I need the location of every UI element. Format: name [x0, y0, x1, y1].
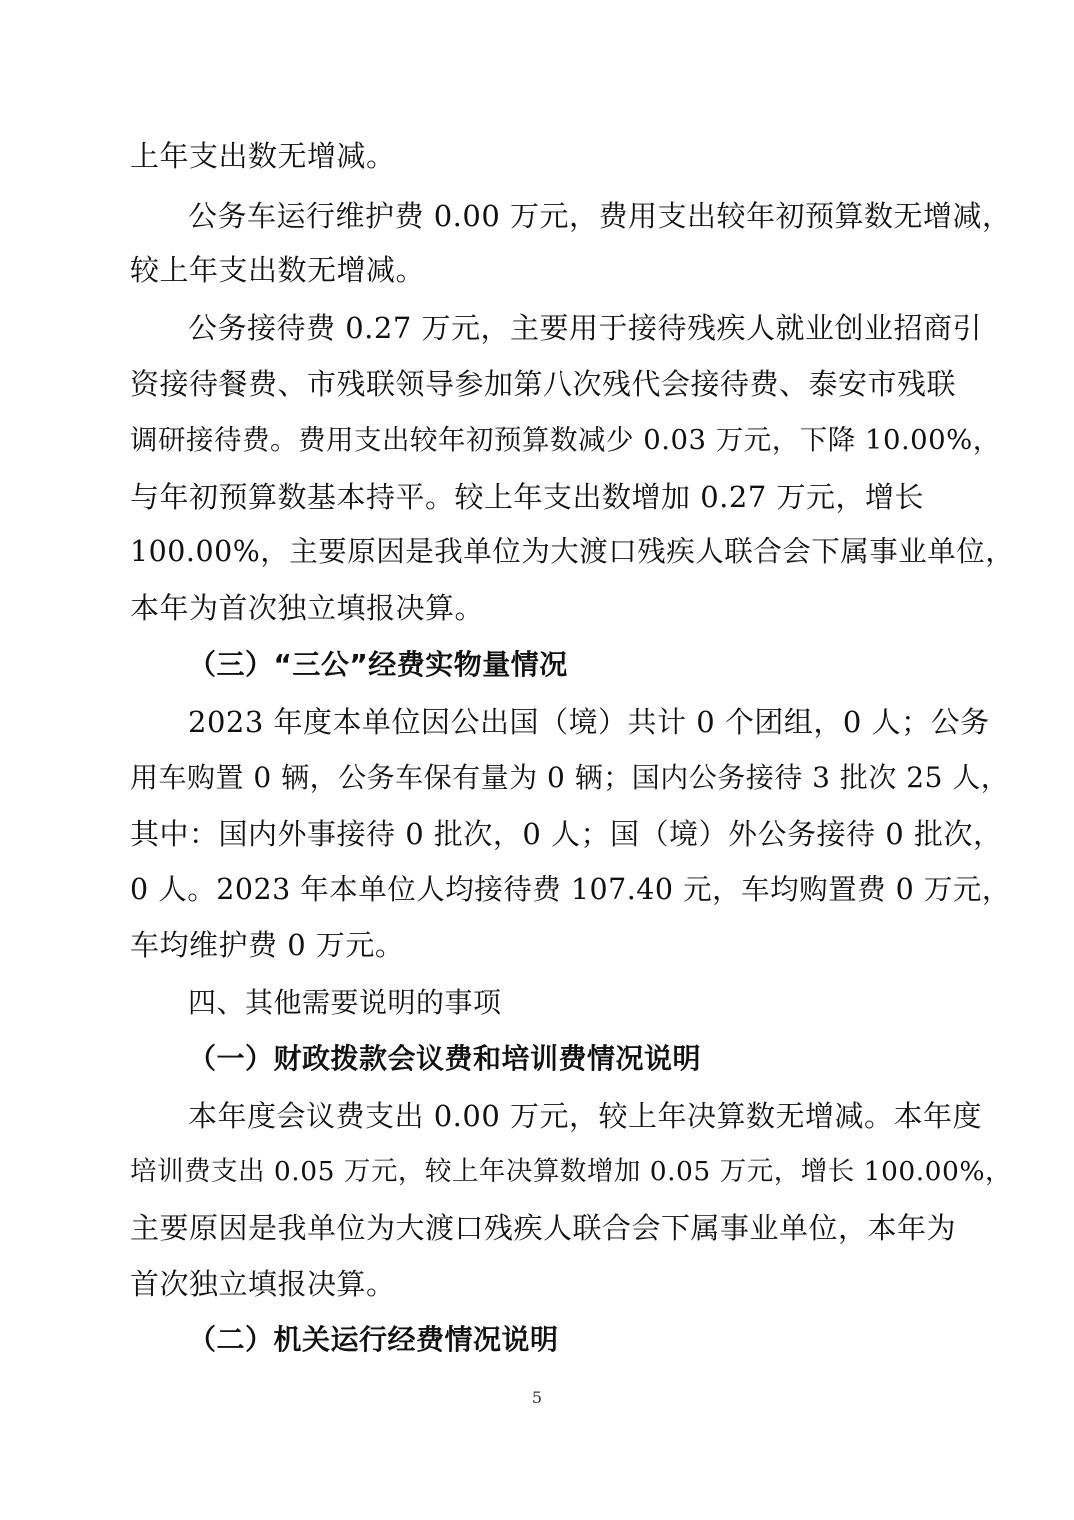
subsection-heading: （三）“三公”经费实物量情况: [188, 648, 568, 681]
subsection-heading: （一）财政拨款会议费和培训费情况说明: [188, 1042, 702, 1075]
paragraph-line: 上年支出数无增减。: [130, 139, 396, 173]
paragraph-line: 公务接待费 0.27 万元，主要用于接待残疾人就业创业招商引: [188, 311, 983, 345]
paragraph-line: 0 人。2023 年本单位人均接待费 107.40 元，车均购置费 0 万元，: [130, 873, 1011, 906]
paragraph-line: 较上年支出数无增减。: [130, 253, 426, 287]
paragraph-line: 公务车运行维护费 0.00 万元，费用支出较年初预算数无增减，: [188, 199, 1012, 233]
paragraph-line: 其中：国内外事接待 0 批次，0 人；国（境）外公务接待 0 批次，: [130, 817, 1003, 851]
paragraph-line: 本年度会议费支出 0.00 万元，较上年决算数无增减。本年度: [188, 1099, 983, 1133]
paragraph-line: 用车购置 0 辆，公务车保有量为 0 辆；国内公务接待 3 批次 25 人，: [130, 761, 1010, 794]
page-number: 5: [531, 1388, 543, 1407]
paragraph-line: 资接待餐费、市残联领导参加第八次残代会接待费、泰安市残联: [130, 367, 957, 401]
paragraph-line: 调研接待费。费用支出较年初预算数减少 0.03 万元，下降 10.00%，: [130, 424, 1001, 456]
paragraph-line: 100.00%，主要原因是我单位为大渡口残疾人联合会下属事业单位，: [130, 535, 1015, 568]
paragraph-line: 培训费支出 0.05 万元，较上年决算数增加 0.05 万元，增长 100.00%，: [130, 1156, 1013, 1187]
section-heading: 四、其他需要说明的事项: [188, 986, 502, 1019]
paragraph-line: 与年初预算数基本持平。较上年支出数增加 0.27 万元，增长: [130, 480, 925, 514]
paragraph-line: 首次独立填报决算。: [130, 1267, 396, 1301]
paragraph-line: 本年为首次独立填报决算。: [130, 591, 485, 625]
subsection-heading: （二）机关运行经费情况说明: [188, 1323, 559, 1356]
paragraph-line: 2023 年度本单位因公出国（境）共计 0 个团组，0 人；公务: [188, 705, 990, 739]
paragraph-line: 主要原因是我单位为大渡口残疾人联合会下属事业单位，本年为: [130, 1211, 957, 1245]
paragraph-line: 车均维护费 0 万元。: [130, 928, 405, 962]
